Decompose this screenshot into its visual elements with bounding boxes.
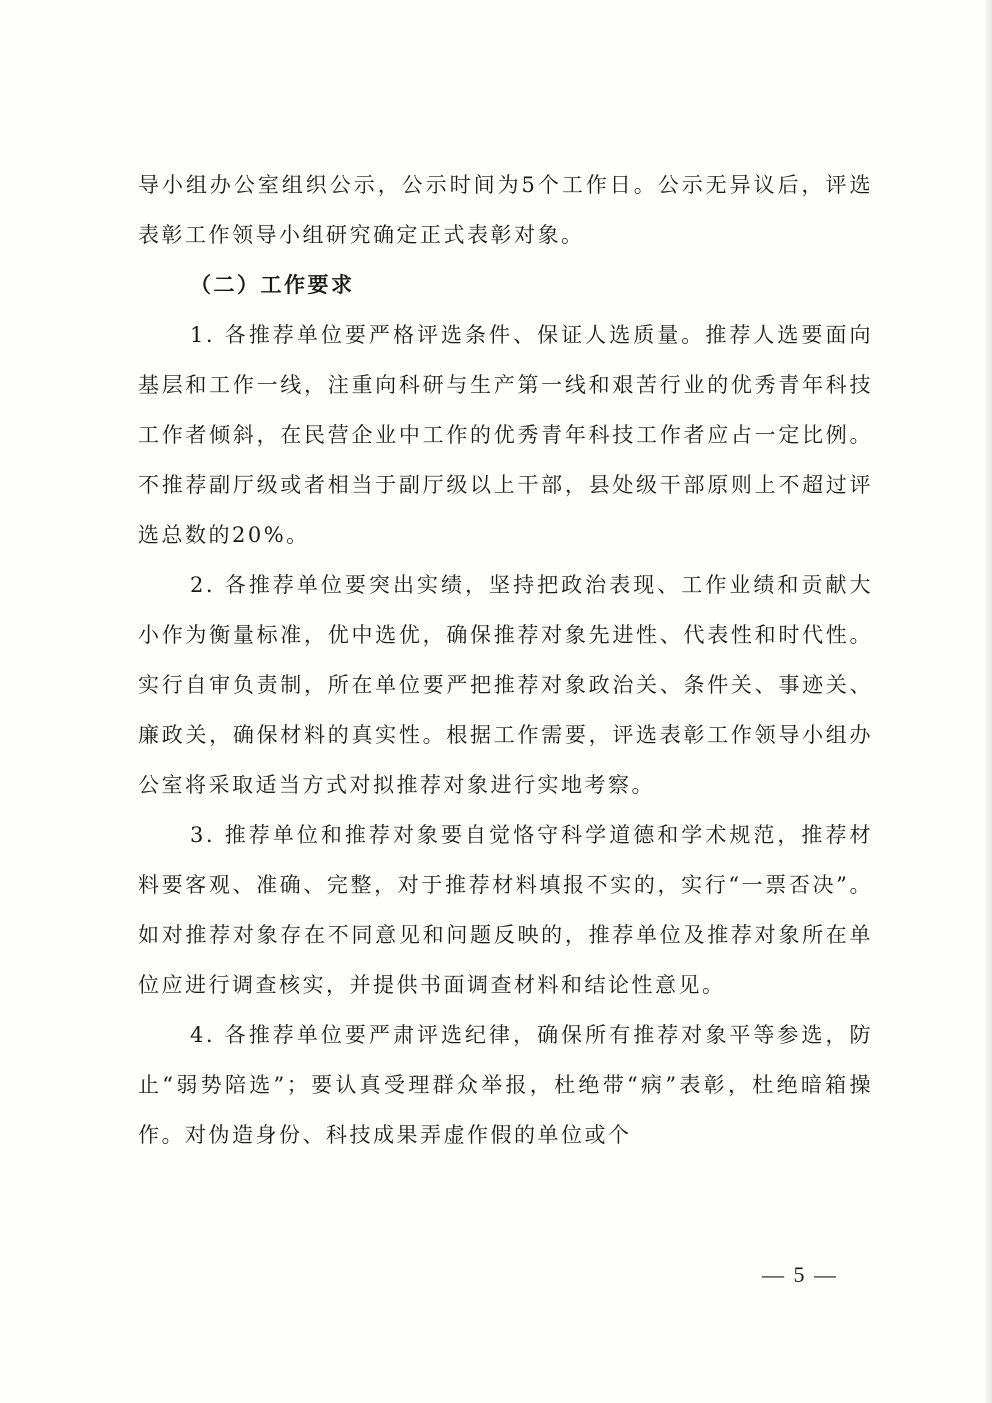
paragraph-continuation: 导小组办公室组织公示，公示时间为5个工作日。公示无异议后，评选表彰工作领导小组研究确定正式表彰对象。: [138, 173, 873, 247]
document-body: [138, 160, 873, 1160]
page-number: — 5 —: [762, 1262, 838, 1287]
paragraph-requirement-2: 2. 各推荐单位要突出实绩，坚持把政治表现、工作业绩和贡献大小作为衡量标准，优中选优，确保推荐对象先进性、代表性和时代性。实行自审负责制，所在单位要严把推荐对象政治关、条件关、事迹关、廉政关，确保材料的真实性。根据工作需要，评选表彰工作领导小组办公室将采取适当方式对拟推荐对象进行实地考察。: [138, 573, 873, 797]
section-heading: （二）工作要求: [190, 272, 355, 297]
paragraph-requirement-1: 1. 各推荐单位要严格评选条件、保证人选质量。推荐人选要面向基层和工作一线，注重向科研与生产第一线和艰苦行业的优秀青年科技工作者倾斜，在民营企业中工作的优秀青年科技工作者应占一定比例。不推荐副厅级或者相当于副厅级以上干部，县处级干部原则上不超过评选总数的20%。: [138, 323, 873, 547]
paragraph-requirement-3: 3. 推荐单位和推荐对象要自觉恪守科学道德和学术规范，推荐材料要客观、准确、完整，对于推荐材料填报不实的，实行“一票否决”。如对推荐对象存在不同意见和问题反映的，推荐单位及推荐对象所在单位应进行调查核实，并提供书面调查材料和结论性意见。: [138, 823, 873, 997]
paragraph-requirement-4: 4. 各推荐单位要严肃评选纪律，确保所有推荐对象平等参选，防止“弱势陪选”；要认真受理群众举报，杜绝带“病”表彰，杜绝暗箱操作。对伪造身份、科技成果弄虚作假的单位或个: [138, 1023, 873, 1147]
scan-edge: [986, 0, 992, 1403]
